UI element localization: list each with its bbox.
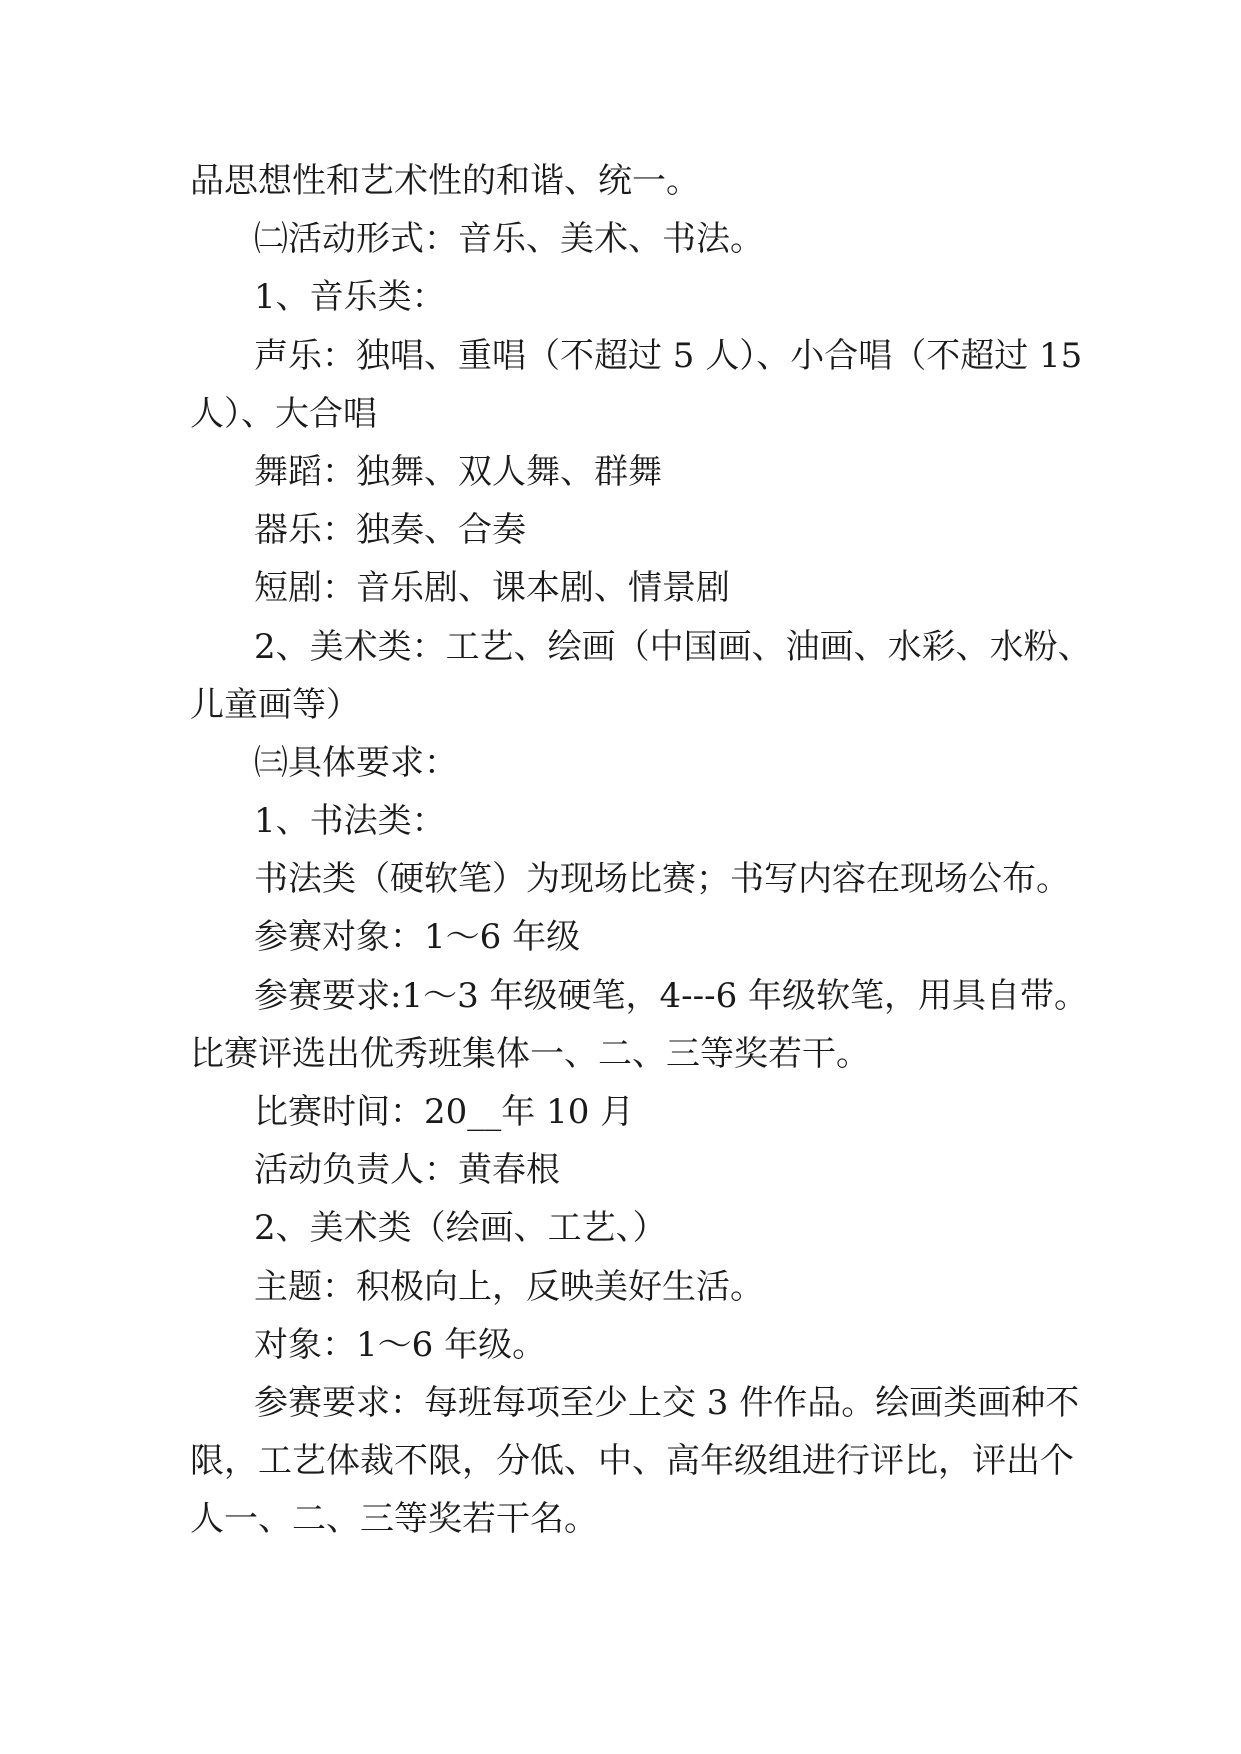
text-line: 舞蹈：独舞、双人舞、群舞 — [254, 451, 662, 492]
text-line: 限，工艺体裁不限，分低、中、高年级组进行评比，评出个 — [190, 1441, 1074, 1482]
subheading-calligraphy: 1、书法类： — [254, 801, 446, 842]
section-heading-activity-form: ㈡活动形式：音乐、美术、书法。 — [254, 219, 764, 260]
text-line: 人一、二、三等奖若干名。 — [190, 1499, 598, 1540]
text-line: 声乐：独唱、重唱（不超过 5 人）、小合唱（不超过 15 — [254, 335, 1083, 376]
subheading-art-category: 2、美术类（绘画、工艺、） — [254, 1208, 667, 1249]
text-line: 人）、大合唱 — [190, 393, 377, 434]
subheading-art: 2、美术类：工艺、绘画（中国画、油画、水彩、水粉、 — [254, 626, 1092, 667]
text-line: 主题：积极向上，反映美好生活。 — [254, 1266, 764, 1307]
text-line: 短剧：音乐剧、课本剧、情景剧 — [254, 568, 730, 609]
text-line: 品思想性和艺术性的和谐、统一。 — [190, 161, 700, 201]
text-line: 器乐：独奏、合奏 — [254, 510, 526, 551]
section-heading-requirements: ㈢具体要求： — [254, 742, 458, 783]
text-line: 参赛对象：1～6 年级 — [254, 917, 581, 958]
text-line: 比赛评选出优秀班集体一、二、三等奖若干。 — [190, 1033, 870, 1074]
text-line: 参赛要求:1～3 年级硬笔，4---6 年级软笔，用具自带。 — [254, 975, 1089, 1016]
text-line: 对象：1～6 年级。 — [254, 1324, 547, 1365]
document-body — [190, 152, 1092, 1549]
text-line: 比赛时间：20__年 10 月 — [254, 1092, 635, 1132]
text-line: 参赛要求：每班每项至少上交 3 件作品。绘画类画种不 — [254, 1382, 1080, 1423]
text-line: 书法类（硬软笔）为现场比赛；书写内容在现场公布。 — [254, 859, 1070, 900]
text-line: 活动负责人：黄春根 — [254, 1150, 560, 1191]
text-line: 儿童画等） — [190, 684, 360, 725]
subheading-music: 1、音乐类： — [254, 277, 446, 318]
